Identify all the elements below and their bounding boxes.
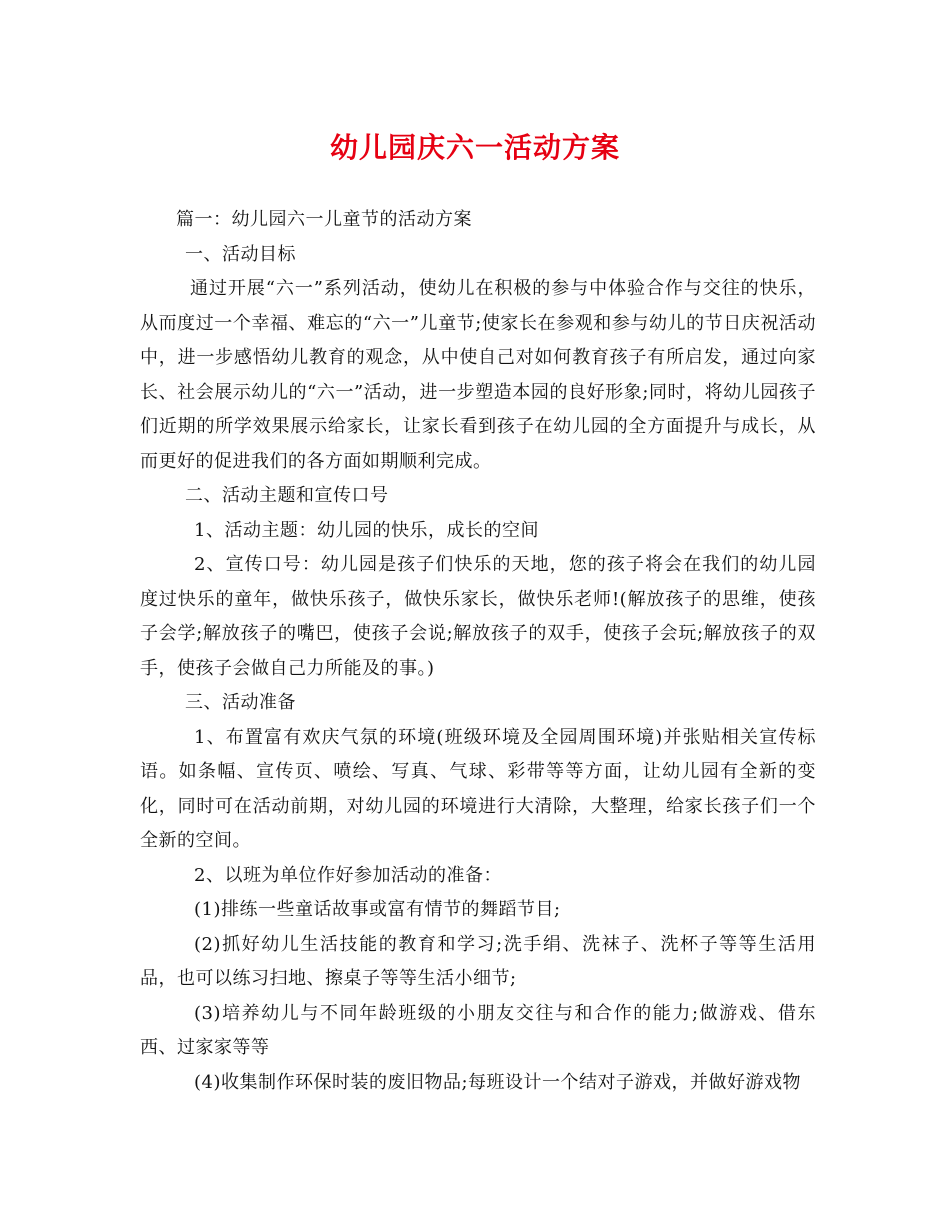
- sub-list-item: (4)收集制作环保时装的废旧物品;每班设计一个结对子游戏，并做好游戏物: [194, 1071, 802, 1093]
- section-heading: 三、活动准备: [185, 692, 296, 713]
- list-item: 2、宣传口号：幼儿园是孩子们快乐的天地，您的孩子将会在我们的幼儿园度过快乐的童年，做快乐孩子，做快乐家长，做快乐老师!(解放孩子的思维，使孩子会学;解放孩子的嘴巴，使孩子会说;解放孩子的双手，使孩子会玩;解放孩子的双手，使孩子会做自己力所能及的事。): [140, 554, 816, 679]
- document-body: [140, 203, 816, 1100]
- list-item: 2、以班为单位作好参加活动的准备：: [194, 864, 502, 886]
- sub-list-item: (2)抓好幼儿生活技能的教育和学习;洗手绢、洗袜子、洗杯子等等生活用品，也可以练习扫地、擦桌子等等生活小细节;: [140, 933, 816, 989]
- list-item: 1、活动主题：幼儿园的快乐，成长的空间: [194, 519, 539, 541]
- subtitle: 篇一：幼儿园六一儿童节的活动方案: [176, 209, 472, 230]
- section-heading: 一、活动目标: [185, 243, 296, 265]
- sub-list-item: (1)排练一些童话故事或富有情节的舞蹈节目;: [194, 899, 561, 920]
- paragraph: 通过开展“六一”系列活动，使幼儿在积极的参与中体验合作与交往的快乐，从而度过一个幸福、难忘的“六一”儿童节;使家长在参观和参与幼儿的节日庆祝活动中，进一步感悟幼儿教育的观念，从中使自己对如何教育孩子有所启发，通过向家长、社会展示幼儿的“六一”活动，进一步塑造本园的良好形象;同时，将幼儿园孩子们近期的所学效果展示给家长，让家长看到孩子在幼儿园的全方面提升与成长，从而更好的促进我们的各方面如期顺利完成。: [140, 278, 816, 472]
- sub-list-item: (3)培养幼儿与不同年龄班级的小朋友交往与和合作的能力;做游戏、借东西、过家家等等: [140, 1002, 816, 1058]
- document-title: 幼儿园庆六一活动方案: [329, 131, 620, 164]
- section-heading: 二、活动主题和宣传口号: [185, 485, 389, 506]
- list-item: 1、布置富有欢庆气氛的环境(班级环境及全园周围环境)并张贴相关宣传标语。如条幅、宣传页、喷绘、写真、气球、彩带等等方面，让幼儿园有全新的变化，同时可在活动前期，对幼儿园的环境进行大清除，大整理，给家长孩子们一个全新的空间。: [140, 726, 816, 851]
